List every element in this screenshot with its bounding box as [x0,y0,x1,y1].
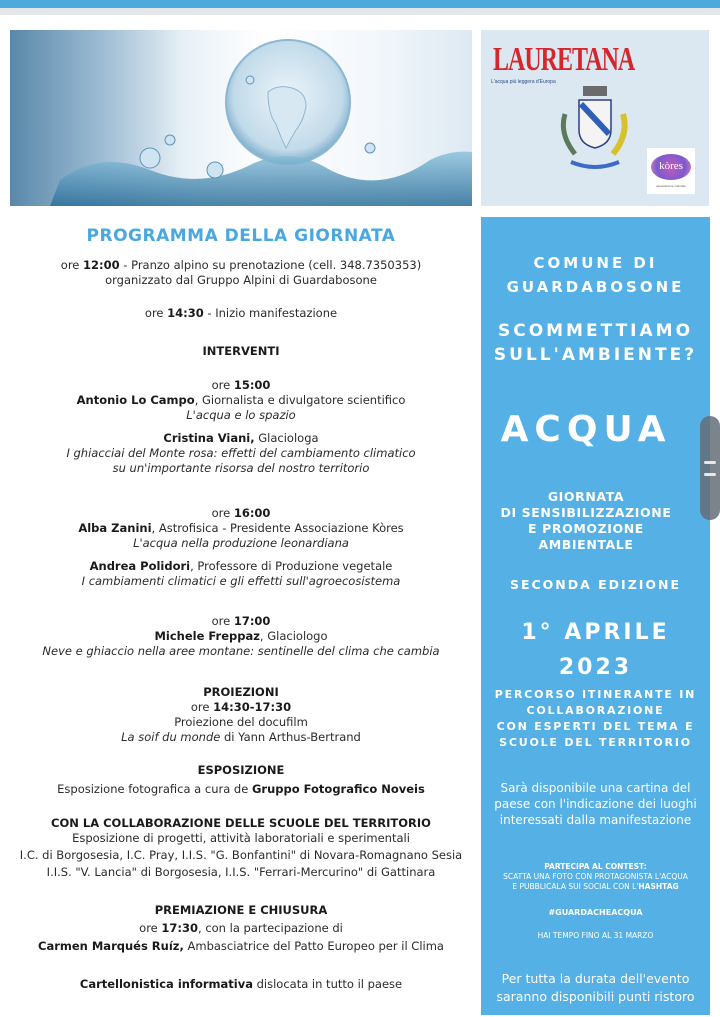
comune-title: COMUNE DI GUARDABOSONE [506,254,685,296]
lauretana-logo: LAURETANA [493,42,635,79]
top-divider [0,8,720,15]
menu-icon-bar [704,473,716,476]
water-globe-icon [10,30,472,206]
giornata-subtitle: GIORNATA DI SENSIBILIZZAZIONE E PROMOZIONE AMBIENTALE [500,489,672,552]
cartina-text: Sarà disponibile una cartina del paese con l'indicazione dei luoghi interessati dalla manifestazione [494,781,697,827]
start-item: ore 14:30 - Inizio manifestazione [144,306,338,320]
event-info-panel [481,217,710,1015]
program-title: PROGRAMMA DELLA GIORNATA [86,226,396,246]
coat-of-arms-icon [555,84,635,174]
percorso-text: PERCORSO ITINERANTE IN COLLABORAZIONE CON ESPERTI DEL TEMA E SCUOLE DEL TERRITORIO [494,688,697,749]
hero-water-globe-image [10,30,472,206]
contest-deadline: HAI TEMPO FINO AL 31 MARZO [537,931,654,940]
slot-15: ore 15:00 Antonio Lo Campo, Giornalista e divulgatore scientifico L'acqua e lo spazio Cristina Viani, Glaciologa I ghiacciai del Monte rosa: effetti del cambiamento climatico su un'importante risorsa del nostro territorio [66,378,416,475]
lunch-item: ore 12:00 - Pranzo alpino su prenotazione (cell. 348.7350353) organizzato dal Gruppo Alpini di Guardabosone [60,258,422,287]
slot-16: ore 16:00 Alba Zanini, Astrofisica - Presidente Associazione Kòres L'acqua nella produzione leonardiana Andrea Polidori, Professore di Produzione vegetale I cambiamenti climatici e gli effetti sull'agroecosistema [78,506,404,588]
floating-menu-handle[interactable] [700,416,720,520]
kores-logo-name: kòres [659,160,683,172]
event-date: 1° APRILE 2023 [521,620,670,680]
cartellonistica-note: Cartellonistica informativa dislocata in tutto il paese [79,977,403,991]
question-title: SCOMMETTIAMO SULL'AMBIENTE? [493,321,698,365]
top-accent-bar [0,0,720,8]
premiazione-section: PREMIAZIONE E CHIUSURA ore 17:30, con la partecipazione di Carmen Marqués Ruíz, Ambasciatrice del Patto Europeo per il Clima [38,903,444,953]
proiezioni-section: PROIEZIONI ore 14:30-17:30 Proiezione del docufilm La soif du monde di Yann Arthus-Bertrand [121,685,361,744]
contest-info: PARTECIPA AL CONTEST: SCATTA UNA FOTO CON PROTAGONISTA L'ACQUA E PUBBLICALA SUI SOCIAL CON L'HASHTAG [503,862,688,891]
scuole-section: CON LA COLLABORAZIONE DELLE SCUOLE DEL TERRITORIO Esposizione di progetti, attività laboratoriali e sperimentali I.C. di Borgosesia, I.C. Pray, I.I.S. "G. Bonfantini" di Novara-Romagnano Sesia I.I.S. "V. Lancia" di Borgosesia, I.I.S. "Ferrari-Mercurino" di Gattinara [19,816,463,879]
edizione-label: SECONDA EDIZIONE [509,577,682,592]
acqua-title: ACQUA [500,409,672,450]
hashtag-label: #GUARDACHEACQUA [548,908,643,917]
slot-17: ore 17:00 Michele Freppaz, Glaciologo Neve e ghiaccio nella aree montane: sentinelle del clima che cambia [42,614,440,658]
menu-icon [704,461,716,464]
lauretana-tagline: L'acqua più leggera d'Europa [491,79,556,85]
ristoro-text: Per tutta la durata dell'evento saranno disponibili punti ristoro [496,971,695,1004]
kores-logo-tagline: associazione culturale [656,184,686,188]
sponsor-logos [481,30,709,206]
kores-logo [647,148,695,194]
interventi-header: INTERVENTI [202,344,280,358]
esposizione-section: ESPOSIZIONE Esposizione fotografica a cura de Gruppo Fotografico Noveis [57,763,425,796]
